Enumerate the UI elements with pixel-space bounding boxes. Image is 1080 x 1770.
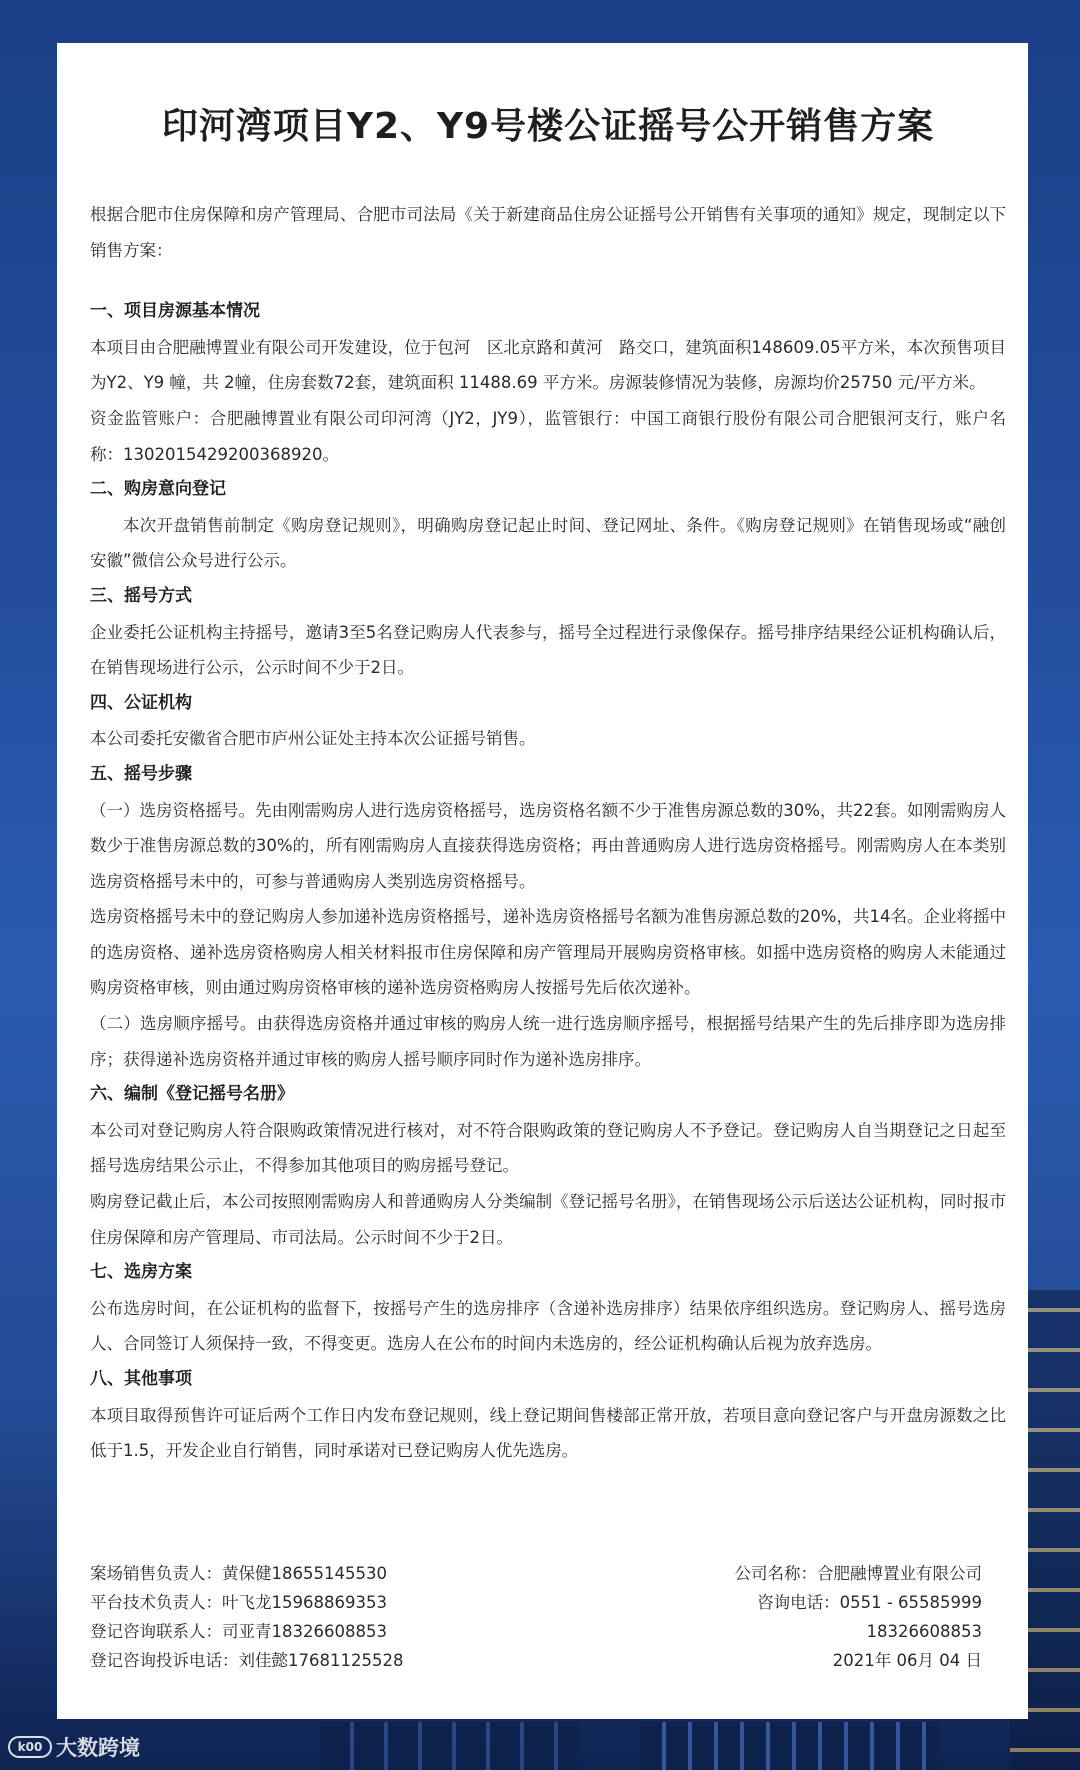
section-paragraph: 购房登记截止后，本公司按照刚需购房人和普通购房人分类编制《登记摇号名册》，在销售现场公示后送达公证机构，同时报市住房保障和房产管理局、市司法局。公示时间不少于2日。 [90, 1192, 1006, 1247]
section-register-list [90, 1077, 1006, 1255]
hotline: 咨询电话：0551 - 65585999 [757, 1593, 982, 1612]
section-heading: 五、摇号步骤 [90, 763, 192, 784]
section-heading: 一、项目房源基本情况 [90, 301, 260, 322]
document-date: 2021年 06月 04 日 [832, 1651, 982, 1670]
sales-manager-contact: 案场销售负责人：黄保健18655145530 [90, 1564, 387, 1583]
watermark-logo-icon: k00 [8, 1736, 52, 1758]
hotline-secondary: 18326608853 [866, 1622, 982, 1641]
section-heading: 六、编制《登记摇号名册》 [90, 1084, 294, 1105]
section-paragraph: （一）选房资格摇号。先由刚需购房人进行选房资格摇号，选房资格名额不少于准售房源总数的30%，共22套。如刚需购房人数少于准售房源总数的30%的，所有刚需购房人直接获得选房资格；再由普通购房人进行选房资格摇号。刚需购房人在本类别选房资格摇号未中的，可参与普通购房人类别选房资格摇号。 [90, 800, 1006, 891]
section-paragraph: 本公司委托安徽省合肥市庐州公证处主持本次公证摇号销售。 [90, 729, 536, 749]
section-paragraph: 本项目取得预售许可证后两个工作日内发布登记规则，线上登记期间售楼部正常开放，若项目意向登记客户与开盘房源数之比低于1.5，开发企业自行销售，同时承诺对已登记购房人优先选房。 [90, 1405, 1006, 1461]
section-paragraph: 资金监管账户：合肥融博置业有限公司印河湾（JY2，JY9），监管银行：中国工商银行股份有限公司合肥银河支行，账户名称：1302015429200368920。 [90, 408, 1006, 464]
watermark-text: 大数跨境 [56, 1736, 140, 1760]
section-heading: 四、公证机构 [90, 692, 192, 713]
footer-left [90, 1559, 403, 1675]
section-lottery-method [90, 579, 1006, 686]
complaint-contact: 登记咨询投诉电话：刘佳懿17681125528 [90, 1651, 404, 1670]
section-other-matters [90, 1362, 1006, 1469]
sections [90, 294, 1006, 1469]
background-building-bottom-left [320, 1722, 580, 1770]
footer-contacts [90, 1559, 982, 1675]
section-heading: 二、购房意向登记 [90, 479, 226, 500]
document-page [57, 43, 1028, 1719]
intro-paragraph: 根据合肥市住房保障和房产管理局、合肥市司法局《关于新建商品住房公证摇号公开销售有关事项的通知》规定，现制定以下销售方案： [90, 205, 1006, 260]
section-paragraph: 本项目由合肥融博置业有限公司开发建设，位于包河 区北京路和黄河 路交口，建筑面积148609.05平方米，本次预售项目为Y2、Y9 幢，共 2幢，住房套数72套，建筑面积 11488.69 平方米。房源装修情况为装修，房源均价25750 元/平方米。 [90, 337, 1006, 393]
watermark [8, 1732, 140, 1762]
section-paragraph: 本公司对登记购房人符合限购政策情况进行核对，对不符合限购政策的登记购房人不予登记。登记购房人自当期登记之日起至摇号选房结果公示止，不得参加其他项目的购房摇号登记。 [90, 1120, 1006, 1176]
tech-manager-contact: 平台技术负责人：叶飞龙15968869353 [90, 1593, 387, 1612]
section-paragraph: 选房资格摇号未中的登记购房人参加递补选房资格摇号，递补选房资格摇号名额为准售房源总数的20%，共14名。企业将摇中的选房资格、递补选房资格购房人相关材料报市住房保障和房产管理局开展购房资格审核。如摇中选房资格的购房人未能通过购房资格审核，则由通过购房资格审核的递补选房资格购房人按摇号先后依次递补。 [90, 907, 1006, 998]
section-heading: 七、选房方案 [90, 1262, 192, 1283]
section-registration [90, 472, 1006, 579]
section-paragraph: （二）选房顺序摇号。由获得选房资格并通过审核的购房人统一进行选房顺序摇号，根据摇号结果产生的先后排序即为选房排序；获得递补选房资格并通过审核的购房人摇号顺序同时作为递补选房排序。 [90, 1014, 1006, 1069]
section-heading: 三、摇号方式 [90, 585, 192, 606]
section-heading: 八、其他事项 [90, 1369, 192, 1389]
footer-right [735, 1559, 983, 1675]
section-basic-info [90, 294, 1006, 472]
company-name: 公司名称：合肥融博置业有限公司 [734, 1564, 982, 1583]
section-lottery-steps [90, 757, 1006, 1077]
section-paragraph: 公布选房时间，在公证机构的监督下，按摇号产生的选房排序（含递补选房排序）结果依序组织选房。登记购房人、摇号选房人、合同签订人须保持一致，不得变更。选房人在公布的时间内未选房的，经公证机构确认后视为放弃选房。 [90, 1298, 1006, 1354]
registration-contact: 登记咨询联系人：司亚青18326608853 [90, 1622, 387, 1641]
section-paragraph: 企业委托公证机构主持摇号，邀请3至5名登记购房人代表参与，摇号全过程进行录像保存。摇号排序结果经公证机构确认后，在销售现场进行公示，公示时间不少于2日。 [90, 622, 1006, 678]
section-notary [90, 686, 1006, 757]
document-title: 印河湾项目Y2、Y9号楼公证摇号公开销售方案 [161, 106, 935, 147]
section-paragraph: 本次开盘销售前制定《购房登记规则》，明确购房登记起止时间、登记网址、条件。《购房登记规则》在销售现场或“融创安徽”微信公众号进行公示。 [90, 515, 1006, 571]
background-building-bottom-right [640, 1722, 940, 1770]
section-selection-plan [90, 1255, 1006, 1362]
